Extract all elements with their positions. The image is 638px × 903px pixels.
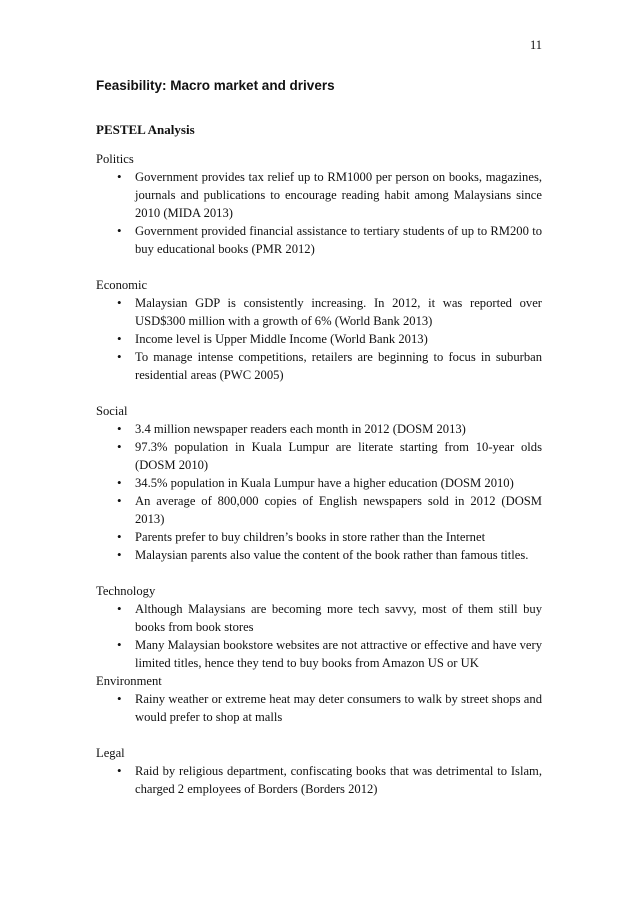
technology-list [96,600,542,672]
list-item: • Income level is Upper Middle Income (World Bank 2013) [96,330,542,348]
list-item: • Government provides tax relief up to RM1000 per person on books, magazines, journals and publications to encourage reading habit among Malaysians since 2010 (MIDA 2013) [96,168,542,222]
list-item: • Government provided financial assistance to tertiary students of up to RM200 to buy educational books (PMR 2012) [96,222,542,258]
section-title-social: Social [96,404,128,418]
section-title-politics: Politics [96,152,134,166]
section-title-economic: Economic [96,278,148,292]
section-subheading: PESTEL Analysis [96,122,195,137]
list-item: • To manage intense competitions, retailers are beginning to focus in suburban residential areas (PWC 2005) [96,348,542,384]
economic-list [96,294,542,384]
list-item: • Parents prefer to buy children’s books in store rather than the Internet [96,528,542,546]
section-legal [96,744,542,798]
list-item: • Raid by religious department, confiscating books that was detrimental to Islam, charged 2 employees of Borders (Borders 2012) [96,762,542,798]
list-item: • 34.5% population in Kuala Lumpur have a higher education (DOSM 2010) [96,474,542,492]
section-politics [96,150,542,258]
section-title-technology: Technology [96,584,156,598]
social-list [96,420,542,564]
environment-list [96,690,542,726]
legal-list [96,762,542,798]
list-item: • Malaysian parents also value the content of the book rather than famous titles. [96,546,542,564]
page-number: 11 [529,38,542,52]
list-item: • 97.3% population in Kuala Lumpur are literate starting from 10-year olds (DOSM 2010) [96,438,542,474]
list-item: • 3.4 million newspaper readers each month in 2012 (DOSM 2013) [96,420,542,438]
list-item: • Rainy weather or extreme heat may deter consumers to walk by street shops and would prefer to shop at malls [96,690,542,726]
section-social [96,402,542,564]
section-title-legal: Legal [96,746,125,760]
list-item: • Malaysian GDP is consistently increasing. In 2012, it was reported over USD$300 million with a growth of 6% (World Bank 2013) [96,294,542,330]
section-technology [96,582,542,672]
politics-list [96,168,542,258]
section-environment [96,672,542,726]
section-economic [96,276,542,384]
pestel-content [96,150,542,798]
list-item: • Many Malaysian bookstore websites are not attractive or effective and have very limited titles, hence they tend to buy books from Amazon US or UK [96,636,542,672]
section-title-environment: Environment [96,674,162,688]
list-item: • Although Malaysians are becoming more tech savvy, most of them still buy books from book stores [96,600,542,636]
page-heading: Feasibility: Macro market and drivers [96,78,335,93]
list-item: • An average of 800,000 copies of English newspapers sold in 2012 (DOSM 2013) [96,492,542,528]
